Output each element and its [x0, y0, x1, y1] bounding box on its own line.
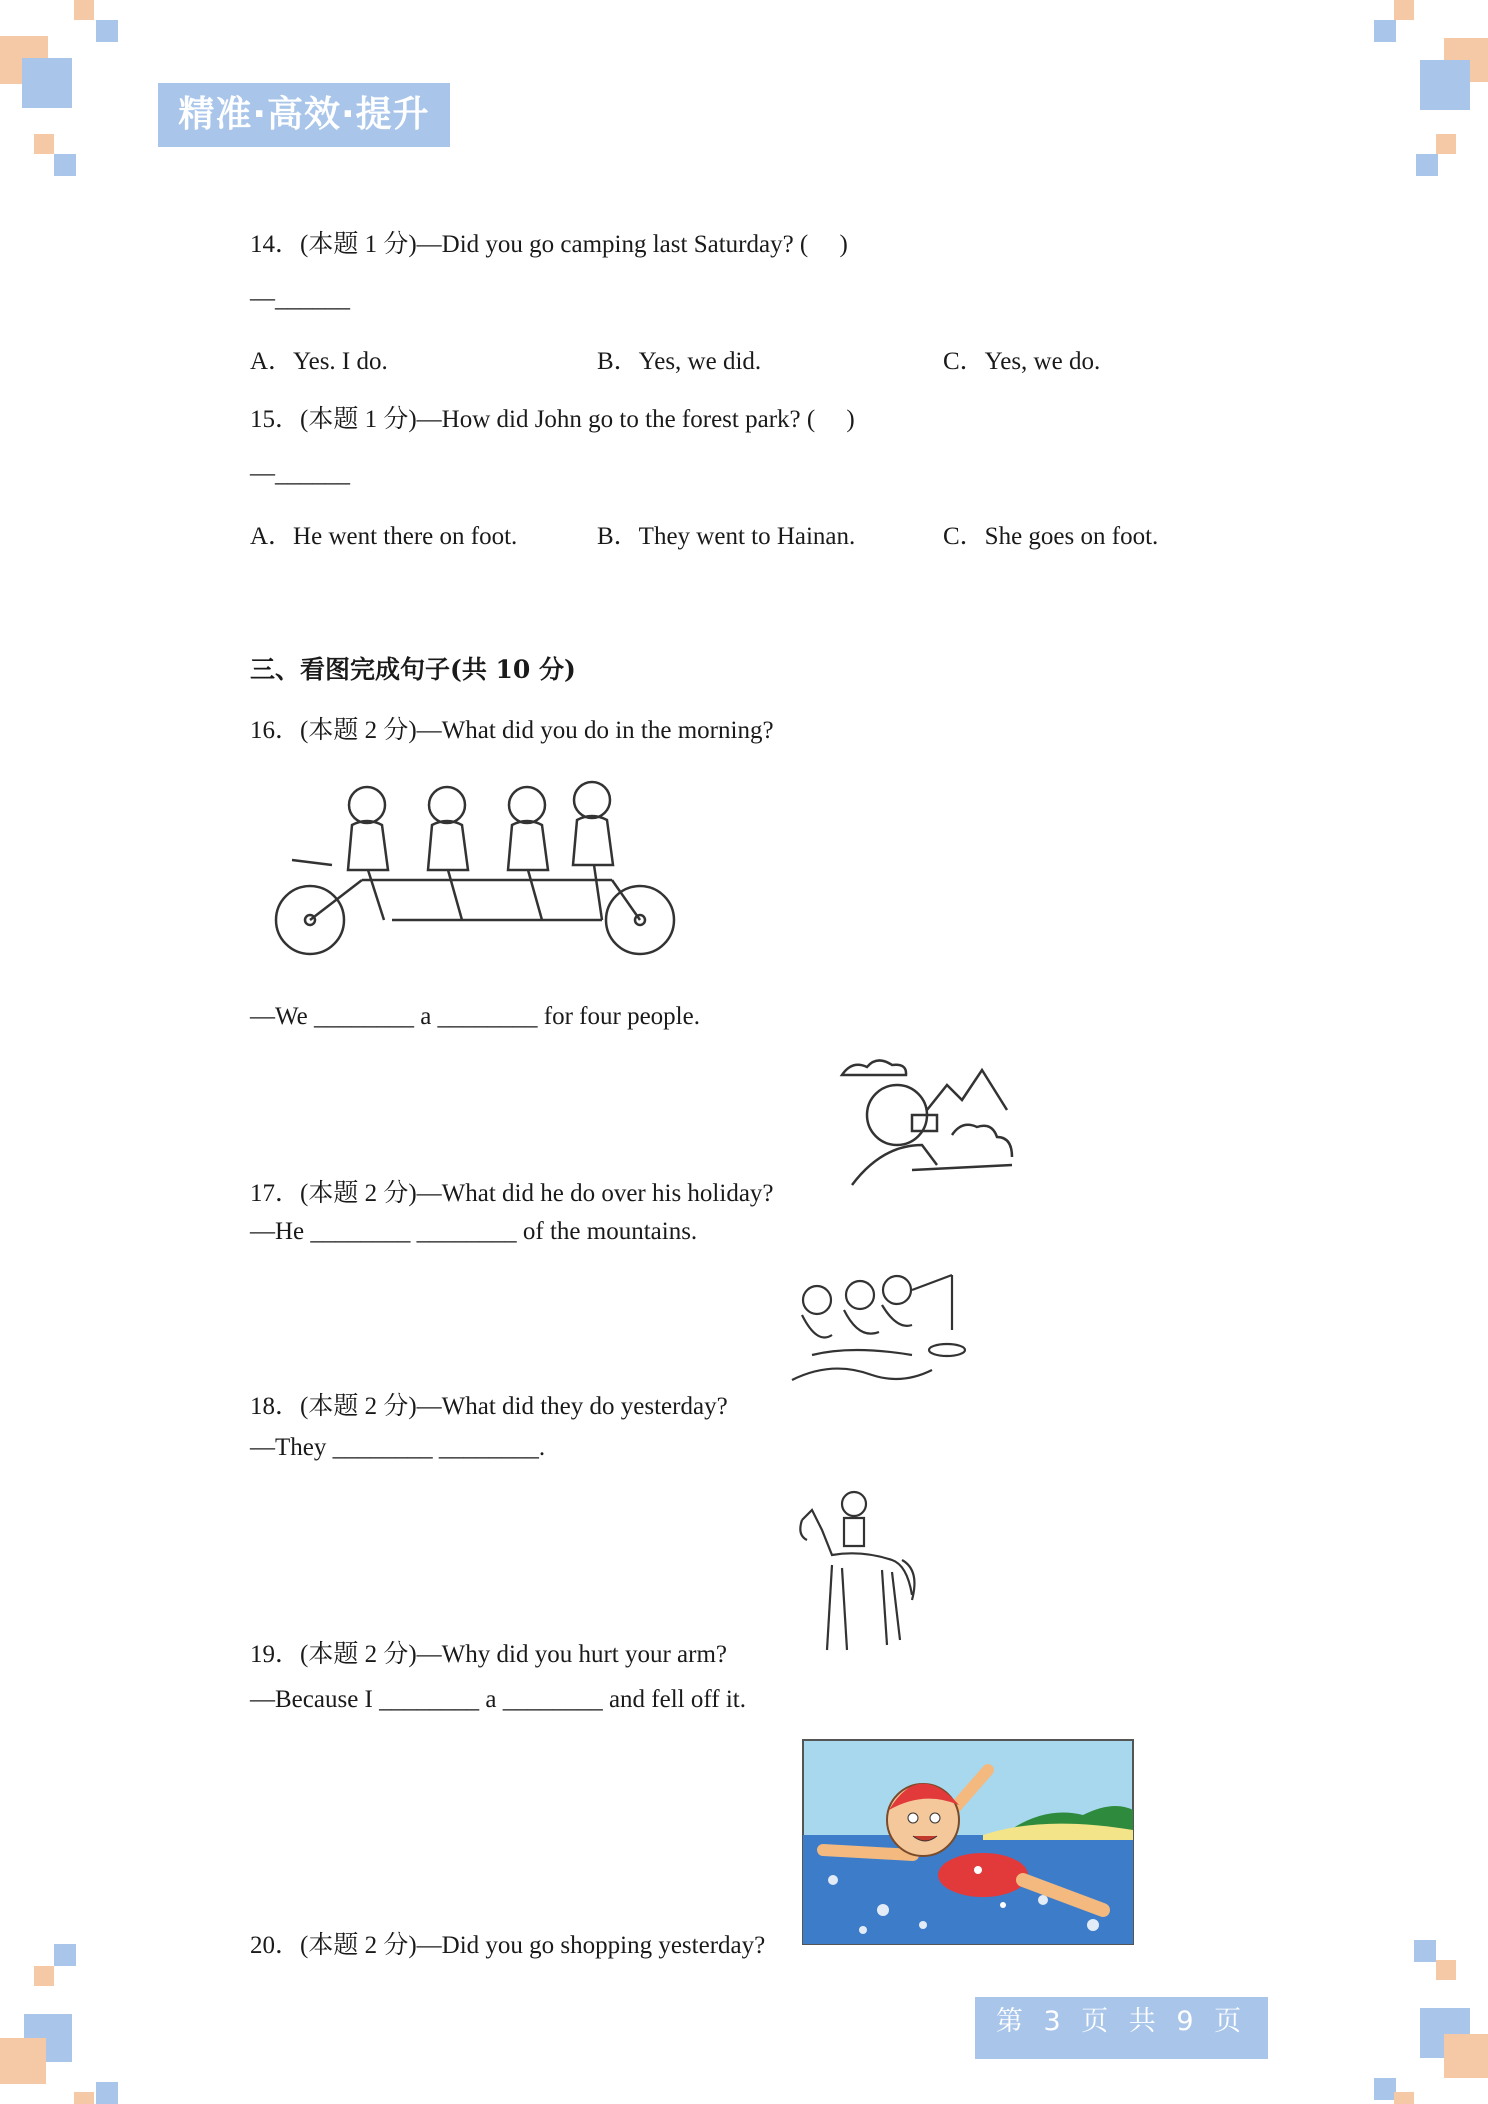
- question-14-option-c: C．Yes, we do.: [943, 348, 1101, 375]
- page-number-footer: 第 3 页 共 9 页: [975, 1997, 1268, 2059]
- question-14-option-b: B．Yes, we did.: [597, 348, 762, 375]
- question-18-answer: —They ________ ________.: [250, 1434, 546, 1461]
- question-15-prompt: 15．(本题 1 分)—How did John go to the forest park? ( ): [250, 406, 855, 433]
- question-15-option-a: A．He went there on foot.: [250, 523, 518, 550]
- rider-1: [348, 787, 388, 920]
- girl-swimming-illustration: [803, 1740, 1133, 1944]
- question-19-prompt: 19．(本题 2 分)—Why did you hurt your arm?: [250, 1641, 728, 1668]
- rider-4: [573, 782, 613, 920]
- tandem-bicycle-illustration: [272, 770, 682, 970]
- question-19-answer: —Because I ________ a ________ and fell off it.: [250, 1686, 746, 1713]
- question-17-answer: —He ________ ________ of the mountains.: [250, 1218, 698, 1245]
- question-20-prompt: 20．(本题 2 分)—Did you go shopping yesterday?: [250, 1932, 766, 1959]
- question-17-prompt: 17．(本题 2 分)—What did he do over his holiday?: [250, 1180, 774, 1207]
- question-15-option-c: C．She goes on foot.: [943, 523, 1159, 550]
- question-15-option-b: B．They went to Hainan.: [597, 523, 856, 550]
- children-fishing-illustration: [792, 1270, 967, 1395]
- rider-3: [508, 787, 548, 920]
- question-16-answer: —We ________ a ________ for four people.: [250, 1003, 700, 1030]
- section-3-title: 三、看图完成句子(共 10 分): [250, 655, 576, 684]
- question-14-option-a: A．Yes. I do.: [250, 348, 388, 375]
- question-15-answer-line: —______: [250, 460, 350, 487]
- rider-2: [428, 787, 468, 920]
- question-18-prompt: 18．(本题 2 分)—What did they do yesterday?: [250, 1393, 728, 1420]
- boy-riding-horse-illustration: [792, 1490, 922, 1655]
- header-banner: 精准·高效·提升: [158, 83, 450, 147]
- question-16-prompt: 16．(本题 2 分)—What did you do in the morning?: [250, 717, 774, 744]
- question-14-prompt: 14．(本题 1 分)—Did you go camping last Saturday? ( ): [250, 231, 848, 258]
- question-14-answer-line: —______: [250, 285, 350, 312]
- boy-taking-photo-illustration: [832, 1055, 1022, 1195]
